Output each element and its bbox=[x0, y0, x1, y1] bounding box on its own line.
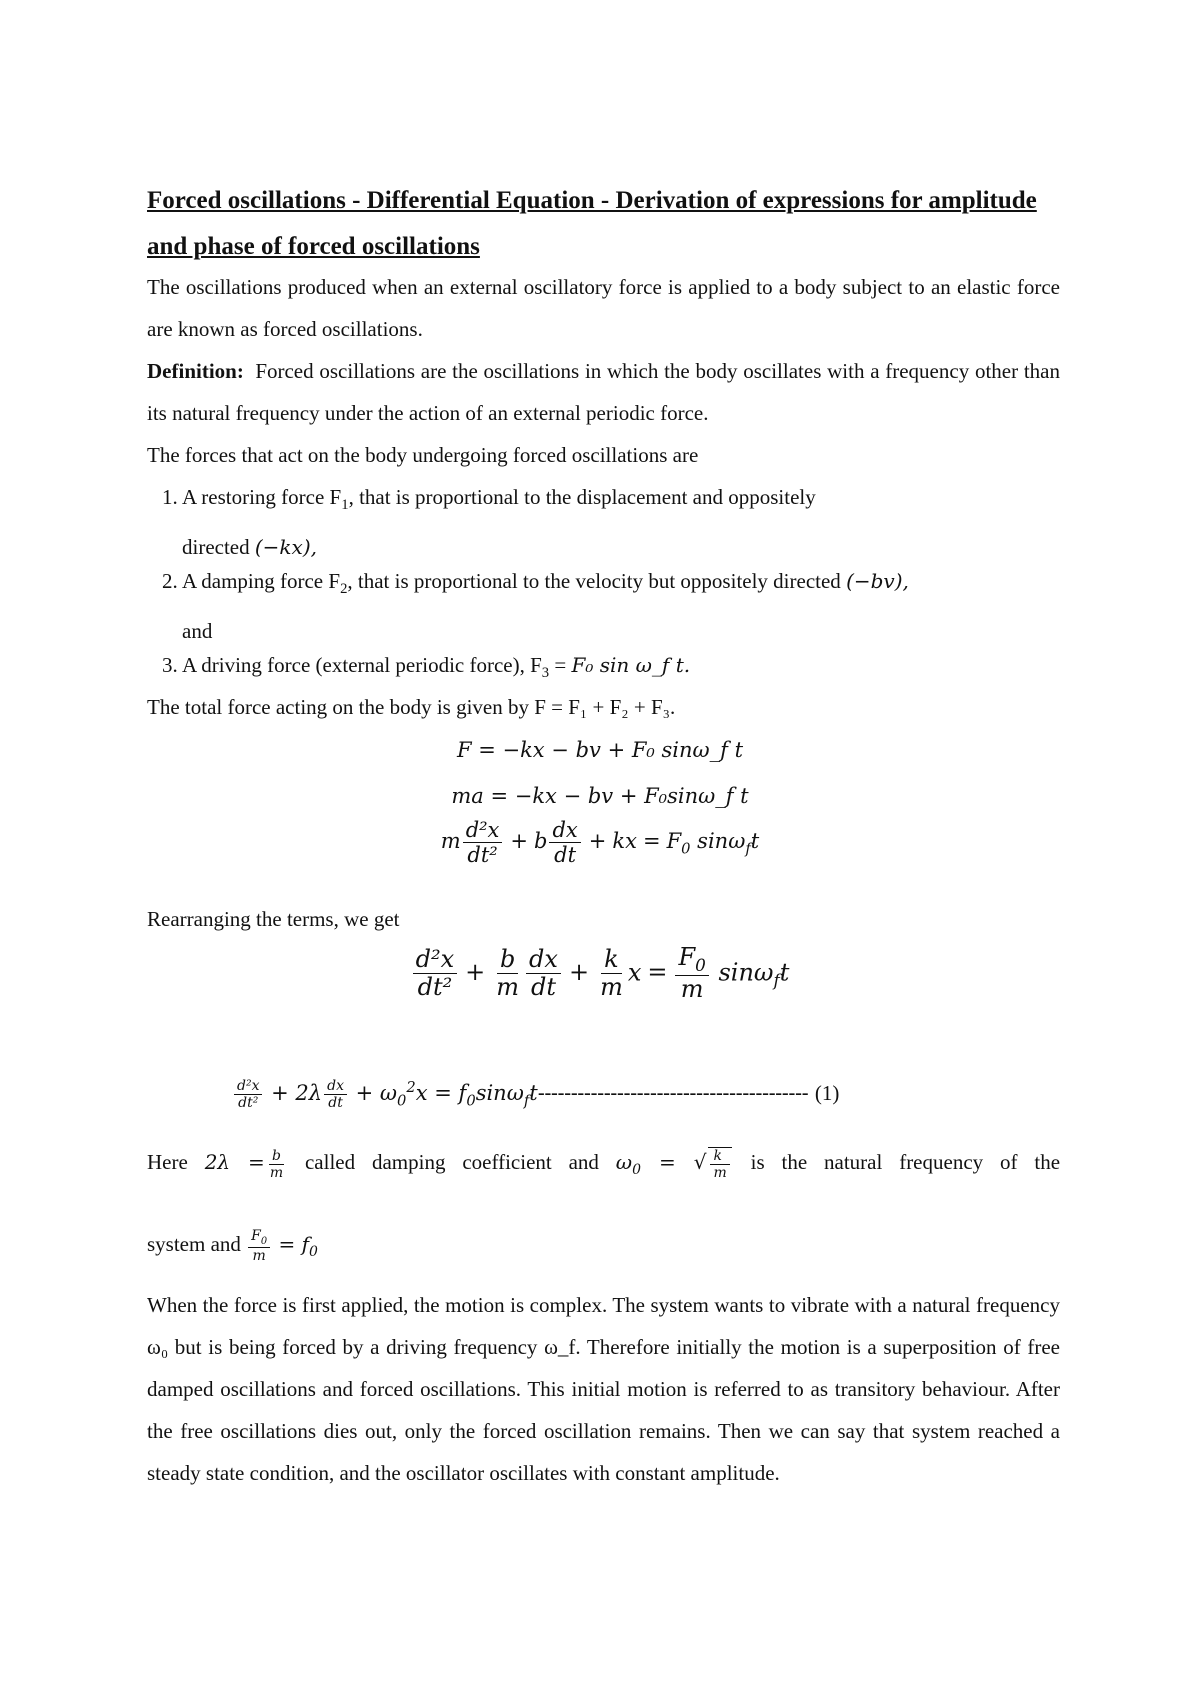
equation-force: F = −kx − bv + F₀ sinω_f t bbox=[456, 738, 744, 762]
total-force-sentence: The total force acting on the body is given by F = F₁ + F₂ + F₃. bbox=[147, 695, 676, 719]
damping-definition: Here 2λ = $\frac{b}{m}$ called damping coefficient and $\omega_0$ = √ $\frac{k}{m}$ is the natural frequency of the bbox=[147, 1147, 1061, 1182]
list-item: 3. A driving force (external periodic force), $F_3 = F_0$ sin ω_f t. bbox=[162, 653, 691, 682]
equation-newton: ma = −kx − bv + F₀sinω_f t bbox=[451, 784, 749, 808]
definition-text: Forced oscillations are the oscillations in which the body oscillates with a frequency other than its natural frequency under the action of an external periodic force. bbox=[147, 359, 1060, 425]
rearranging-text: Rearranging the terms, we get bbox=[147, 907, 400, 931]
intro-paragraph: The oscillations produced when an external oscillatory force is applied to a body subject to an elastic force are known as forced oscillations. bbox=[147, 275, 1060, 341]
page-title: Forced oscillations - Differential Equation - Derivation of expressions for amplitude and phase of forced oscillations bbox=[147, 187, 1037, 260]
list-item: 2. A damping force $F_2$, that is proportional to the velocity but oppositely directed (−bv), and bbox=[162, 569, 909, 644]
definition-label: Definition: bbox=[147, 359, 244, 383]
equation-differential: m $\frac{\text{d²x}}{\text{dt²}}$ + b $\frac{dx}{dt}$ + kx = $F_0$ sinω$_f$t bbox=[440, 818, 760, 868]
equation-1: $\frac{\text{d²x}}{\text{dt²}}$ + 2λ $\frac{dx}{dt}$ + $\omega_0^2x = f_0\sin\omega_ft-----------------------------------------$ (1) bbox=[232, 1078, 1072, 1111]
list-item: 1. A restoring force $F_1$, that is proportional to the displacement and oppositely directed (−kx), bbox=[162, 485, 816, 560]
closing-paragraph: When the force is first applied, the motion is complex. The system wants to vibrate with a natural frequency ω₀ but is being forced by a driving frequency ω_f. Therefore initially the motion is a superposition of free damped oscillations and forced oscillations. This initial motion is referred to as transitory behaviour. After the free oscillations dies out, only the forced oscillation remains. Then we can say that system reached a steady state condition, and the oscillator oscillates with constant amplitude. bbox=[147, 1293, 1060, 1485]
equation-number: (1) bbox=[814, 1081, 840, 1106]
forces-intro: The forces that act on the body undergoing forced oscillations are bbox=[147, 443, 699, 467]
definition-paragraph bbox=[147, 350, 1060, 434]
system-and-line: system and $\frac{F_0}{m}$ = $f_0$ bbox=[147, 1228, 318, 1265]
equation-rearranged: $\frac{\text{d²x}}{\text{dt²}}$ + $\frac{b}{m}$ $\frac{dx}{dt}$ + $\frac{k}{m}$ x = $\frac{F_0}{m}$ sinω$_f$t bbox=[0, 944, 1200, 1004]
